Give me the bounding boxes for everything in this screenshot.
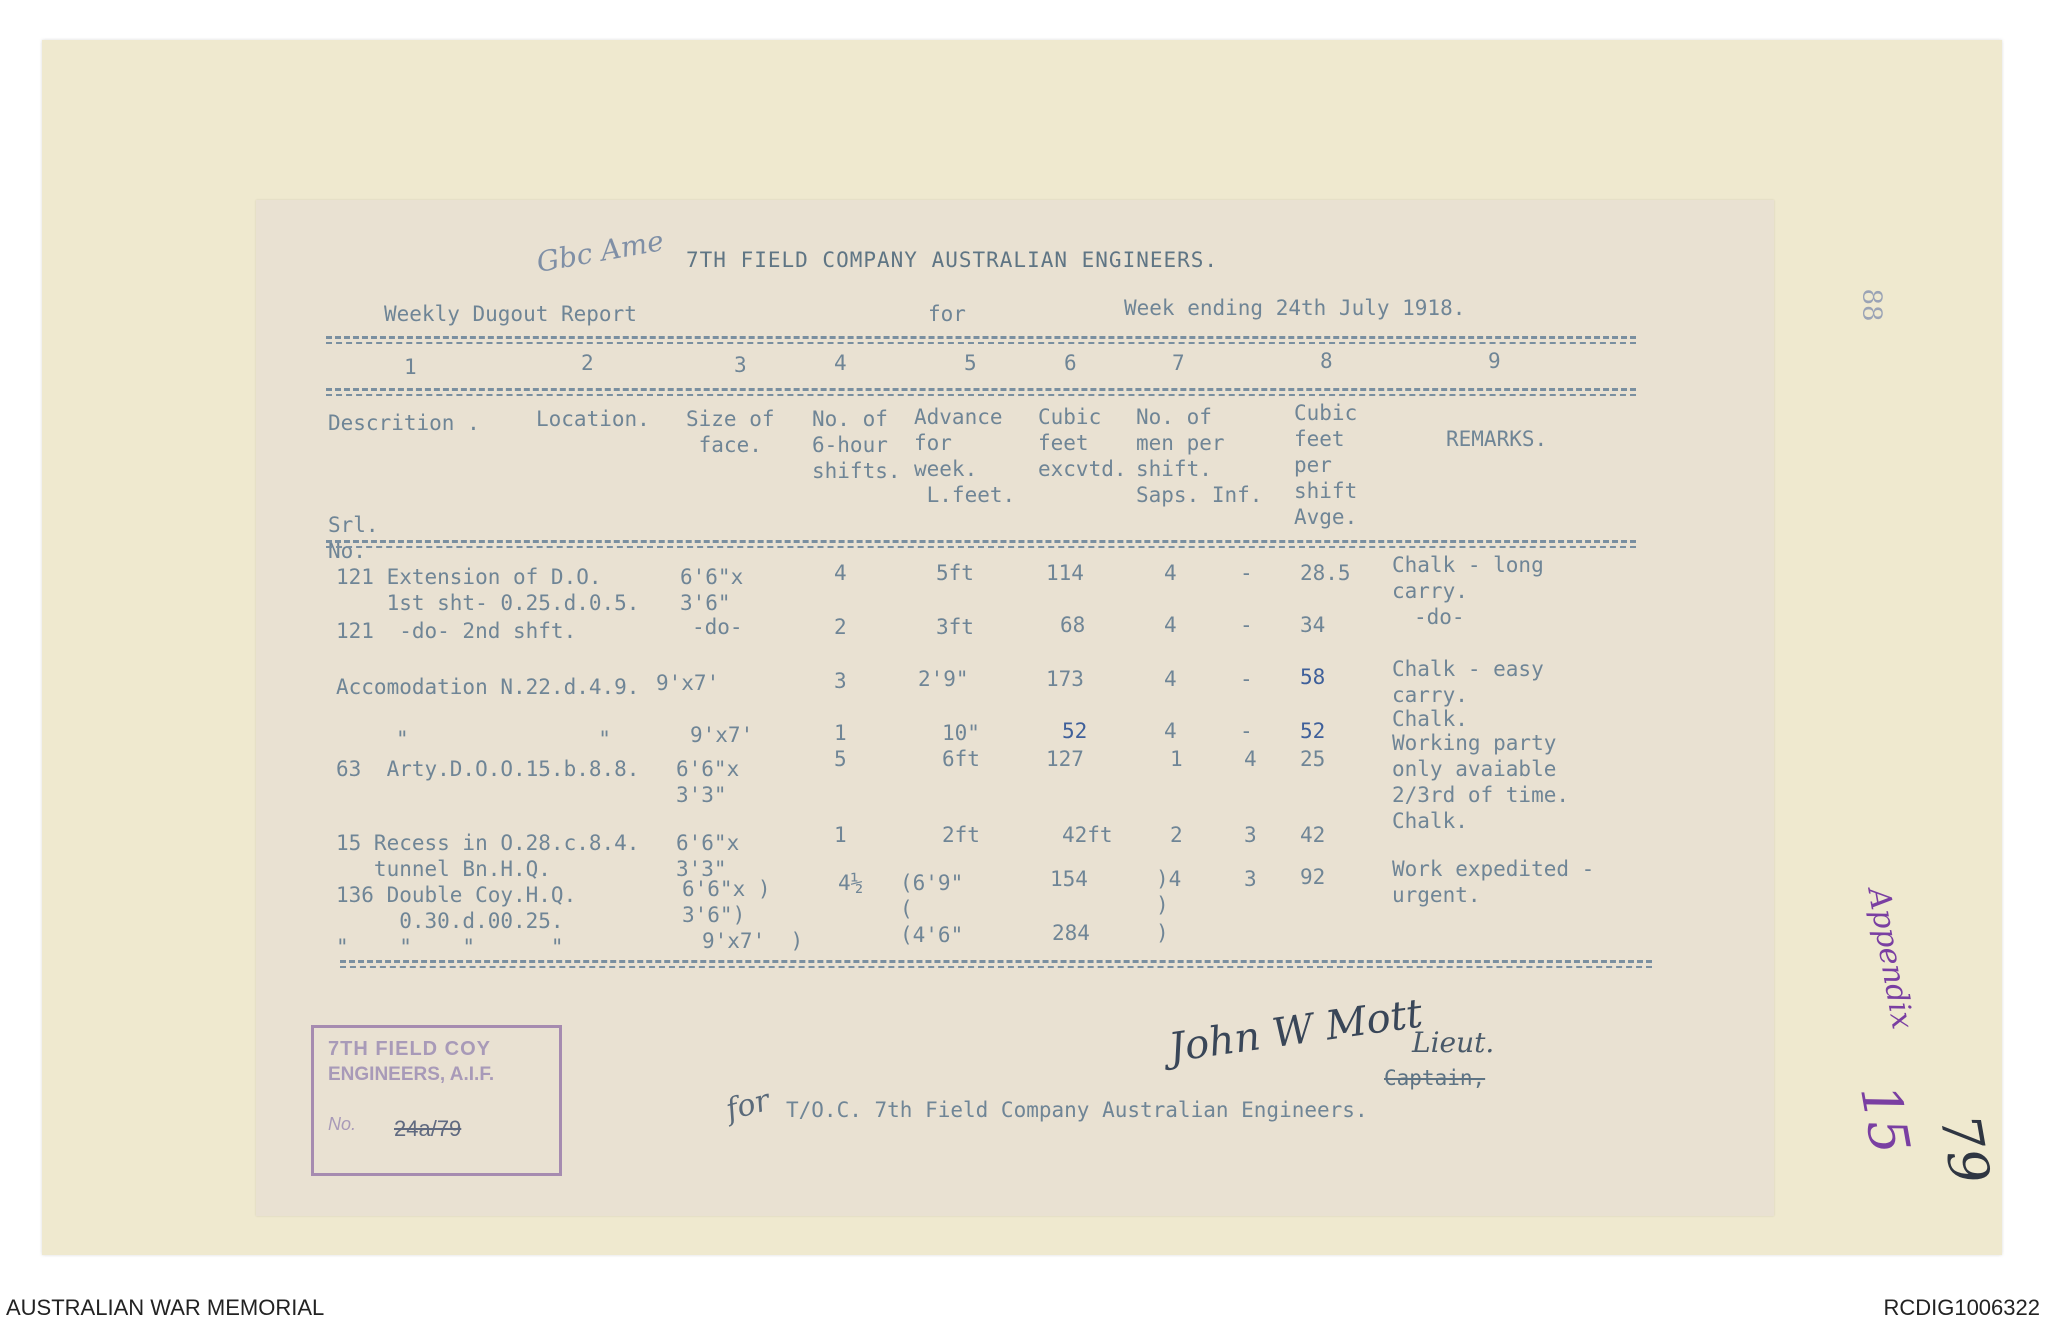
row-shifts: 5 [834, 747, 847, 771]
signature: John W Mott [1166, 990, 1426, 1072]
row-inf: - [1240, 667, 1253, 691]
row-remarks: Working party only avaiable 2/3rd of time. [1392, 731, 1570, 807]
row-avg: 58 [1300, 665, 1326, 689]
row-size: 6'6"x 3'3" [676, 831, 740, 881]
colnum-7: 7 [1172, 351, 1185, 375]
row-shifts: 1 [834, 823, 847, 847]
stamp-no-label: No. [328, 1114, 357, 1134]
row-size: 6'6"x ) 3'6") [682, 877, 771, 927]
header-description: Descrition . [328, 411, 480, 435]
colnum-6: 6 [1064, 351, 1077, 375]
signature-for: for [722, 1082, 774, 1129]
row-advance: (6'9" ( [900, 871, 964, 921]
page-number: 79 [1927, 1110, 2002, 1189]
row-inf: 4 [1244, 747, 1257, 771]
row-cubic: 154 [1050, 867, 1088, 891]
rule-header-2 [326, 394, 1636, 396]
header-serial: Srl. No. [328, 513, 379, 563]
row-size: 6'6"x 3'3" [676, 757, 740, 807]
row-remarks: Chalk - easy carry. [1392, 657, 1544, 707]
row-shifts: 1 [834, 721, 847, 745]
rule-top [326, 336, 1636, 339]
row-cubic: 42ft [1062, 823, 1113, 847]
row-shifts: 2 [834, 615, 847, 639]
row-size: -do- [692, 615, 743, 639]
signature-rank: Lieut. [1412, 1026, 1495, 1059]
row-desc: 136 Double Coy.H.Q. 0.30.d.00.25. [336, 883, 577, 933]
rule-bottom-2 [340, 966, 1652, 968]
row-remarks: Chalk - long carry. [1392, 553, 1544, 603]
rule-body-2 [326, 546, 1636, 548]
row-size: 9'x7' ) [702, 929, 804, 953]
row-cubic: 127 [1046, 747, 1084, 771]
row-avg: 34 [1300, 613, 1326, 637]
row-advance: (4'6" [900, 923, 964, 947]
header-cubic: Cubic feet excvtd. [1038, 405, 1127, 481]
report-title: 7TH FIELD COMPANY AUSTRALIAN ENGINEERS. [686, 248, 1219, 272]
stamp-no-value: 24a/79 [394, 1116, 462, 1141]
row-advance: 2'9" [918, 667, 969, 691]
colnum-5: 5 [964, 351, 977, 375]
report-for: for [928, 302, 966, 326]
header-avg: Cubic feet per shift Avge. [1294, 401, 1358, 529]
row-avg: 92 [1300, 865, 1326, 889]
rule-top-2 [326, 342, 1636, 344]
appendix-label: Appendix [1860, 885, 1920, 1032]
header-shifts: No. of 6-hour shifts. [812, 407, 901, 483]
row-saps: 4 [1164, 667, 1177, 691]
appendix-number: 15 [1847, 1080, 1922, 1159]
row-saps: 4 [1164, 719, 1177, 743]
row-cubic: 52 [1062, 719, 1088, 743]
struck-title: Captain, [1384, 1066, 1486, 1090]
row-size: 6'6"x 3'6" [680, 565, 744, 615]
row-avg: 28.5 [1300, 561, 1351, 585]
row-saps: )4 ) [1156, 867, 1182, 917]
row-inf: - [1240, 613, 1253, 637]
footer-right: RCDIG1006322 [1883, 1295, 2040, 1320]
row-remarks: -do- [1414, 605, 1465, 629]
row-cubic: 114 [1046, 561, 1084, 585]
footer-left: AUSTRALIAN WAR MEMORIAL [6, 1295, 325, 1320]
header-remarks: REMARKS. [1446, 427, 1548, 451]
dugout-report-sheet [256, 200, 1774, 1216]
stamp-line1: 7TH FIELD COY [328, 1038, 492, 1060]
row-avg: 52 [1300, 719, 1326, 743]
header-advance: Advance for week. L.feet. [914, 405, 1016, 507]
row-saps: 1 [1170, 747, 1183, 771]
corner-page-number: 88 [1856, 288, 1887, 322]
stamp-line2: ENGINEERS, A.I.F. [328, 1064, 495, 1085]
row-desc: " " [396, 727, 611, 751]
row-saps: 4 [1164, 613, 1177, 637]
row-advance: 5ft [936, 561, 974, 585]
row-cubic: 68 [1060, 613, 1086, 637]
header-men: No. of men per shift. Saps. Inf. [1136, 405, 1263, 507]
row-desc: 121 -do- 2nd shft. [336, 619, 577, 643]
row-avg: 42 [1300, 823, 1326, 847]
row-inf: 3 [1244, 867, 1257, 891]
report-week: Week ending 24th July 1918. [1124, 296, 1466, 320]
colnum-4: 4 [834, 351, 847, 375]
row-cubic: 173 [1046, 667, 1084, 691]
row-advance: 2ft [942, 823, 980, 847]
row-shifts: 4½ [838, 871, 864, 895]
row-shifts: 3 [834, 669, 847, 693]
handwritten-initials: Gbc Ame [534, 224, 667, 279]
row-advance: 10" [942, 721, 980, 745]
row-desc: Accomodation N.22.d.4.9. [336, 675, 640, 699]
row-desc: 15 Recess in O.28.c.8.4. tunnel Bn.H.Q. [336, 831, 640, 881]
row-remarks: Chalk. [1392, 707, 1468, 731]
rule-header [326, 388, 1636, 391]
row-saps: ) [1156, 921, 1169, 945]
row-saps: 2 [1170, 823, 1183, 847]
row-saps: 4 [1164, 561, 1177, 585]
row-advance: 6ft [942, 747, 980, 771]
row-advance: 3ft [936, 615, 974, 639]
row-desc: 121 Extension of D.O. 1st sht- 0.25.d.0.5. [336, 565, 640, 615]
row-inf: 3 [1244, 823, 1257, 847]
row-size: 9'x7' [656, 671, 720, 695]
row-desc: " " " " [336, 935, 564, 959]
row-avg: 25 [1300, 747, 1326, 771]
rule-bottom [340, 960, 1652, 963]
row-remarks: Chalk. [1392, 809, 1468, 833]
row-remarks: Work expedited - urgent. [1392, 857, 1595, 907]
colnum-3: 3 [734, 353, 747, 377]
row-cubic: 284 [1052, 921, 1090, 945]
row-inf: - [1240, 561, 1253, 585]
row-shifts: 4 [834, 561, 847, 585]
colnum-1: 1 [404, 355, 417, 379]
colnum-2: 2 [581, 351, 594, 375]
colnum-9: 9 [1488, 349, 1501, 373]
report-name: Weekly Dugout Report [384, 302, 637, 326]
rule-body [326, 540, 1636, 543]
header-size: Size of face. [686, 407, 775, 457]
row-desc: 63 Arty.D.O.O.15.b.8.8. [336, 757, 640, 781]
signatory-line: T/O.C. 7th Field Company Australian Engineers. [786, 1098, 1368, 1122]
colnum-8: 8 [1320, 349, 1333, 373]
row-inf: - [1240, 719, 1253, 743]
office-stamp [311, 1025, 562, 1176]
header-location: Location. [536, 407, 650, 431]
row-size: 9'x7' [690, 723, 754, 747]
